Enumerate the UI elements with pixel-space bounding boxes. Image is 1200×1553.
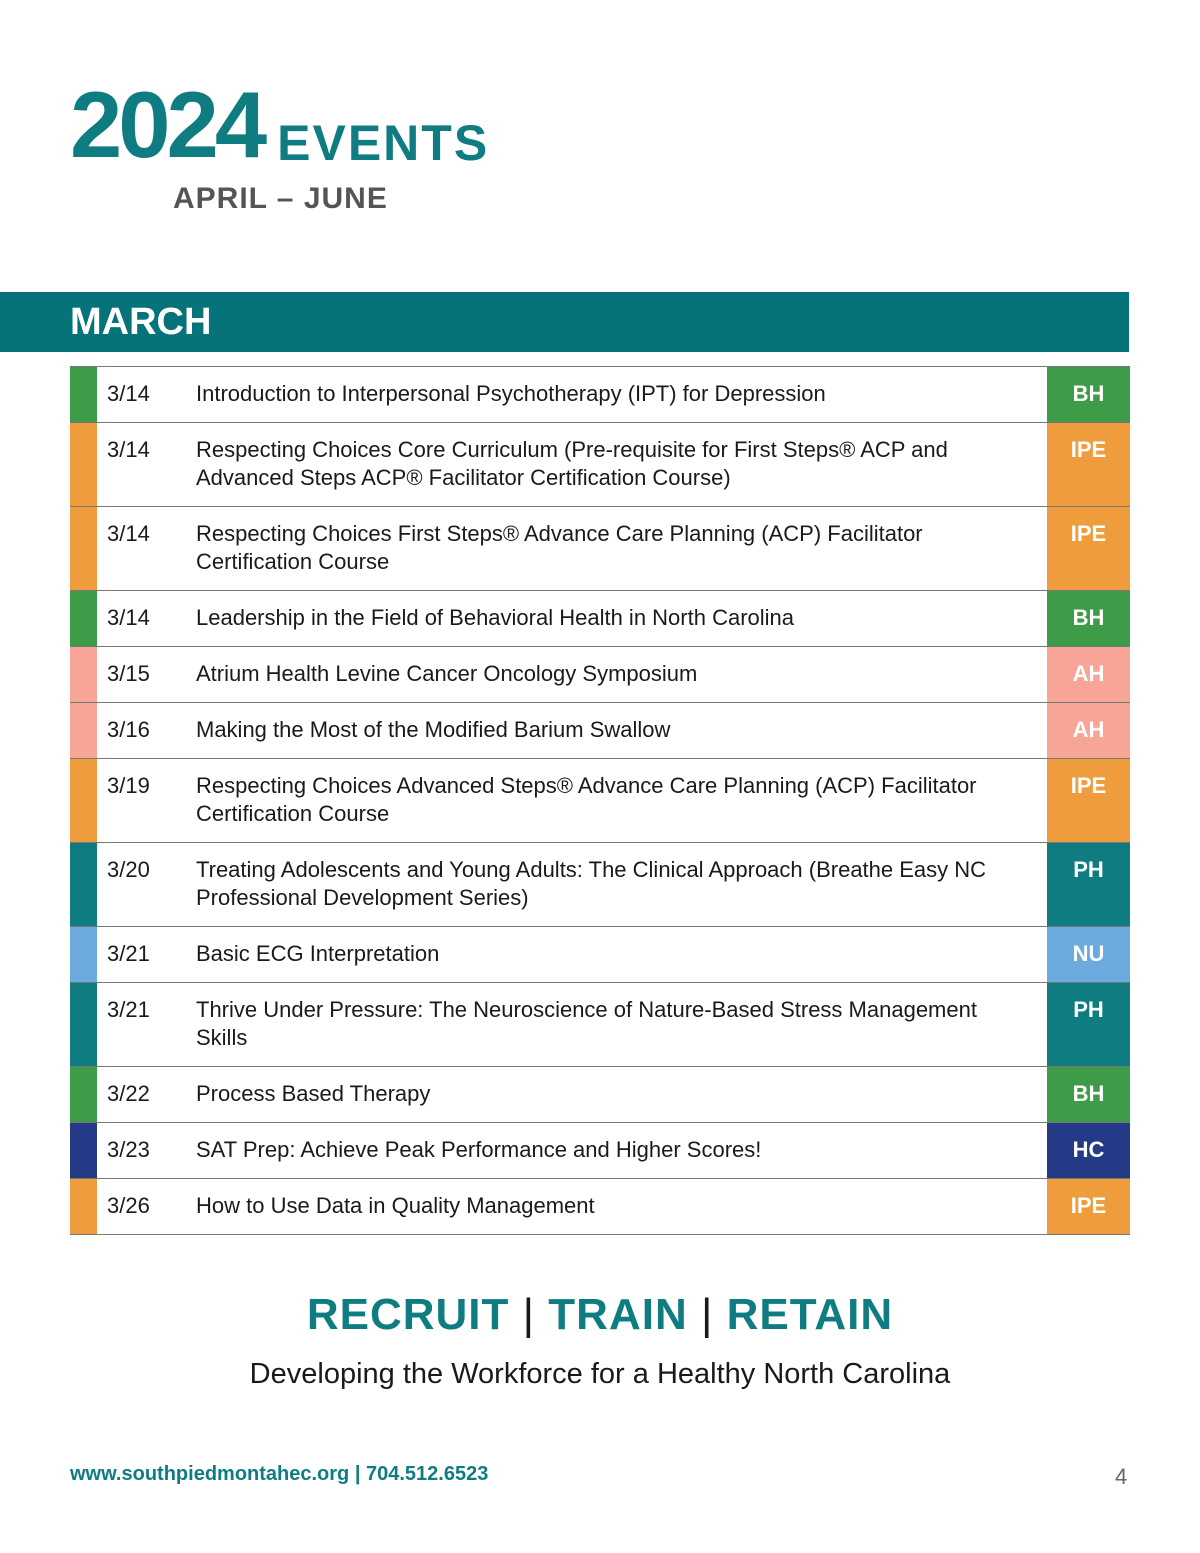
event-date: 3/14 bbox=[107, 605, 150, 630]
event-title: Treating Adolescents and Young Adults: The Clinical Approach (Breathe Easy NC Professional Development Series) bbox=[196, 857, 987, 910]
page-header bbox=[70, 72, 490, 177]
event-date: 3/14 bbox=[107, 521, 150, 546]
category-color-strip bbox=[70, 1067, 97, 1122]
category-tag: PH bbox=[1047, 843, 1130, 926]
events-table bbox=[70, 366, 1130, 1235]
category-color-strip bbox=[70, 927, 97, 982]
event-date: 3/21 bbox=[107, 941, 150, 966]
category-color-strip bbox=[70, 591, 97, 646]
category-tag: IPE bbox=[1047, 507, 1130, 590]
category-color-strip bbox=[70, 507, 97, 590]
category-tag: IPE bbox=[1047, 759, 1130, 842]
category-color-strip bbox=[70, 423, 97, 506]
event-row bbox=[70, 703, 1130, 759]
tagline-separator: | bbox=[522, 1290, 536, 1339]
category-color-strip bbox=[70, 367, 97, 422]
event-title: Respecting Choices Advanced Steps® Advance Care Planning (ACP) Facilitator Certification Course bbox=[196, 773, 977, 826]
event-row bbox=[70, 927, 1130, 983]
category-color-strip bbox=[70, 843, 97, 926]
tagline-recruit: RECRUIT bbox=[306, 1290, 510, 1339]
event-date: 3/21 bbox=[107, 997, 150, 1022]
event-row bbox=[70, 591, 1130, 647]
event-date: 3/20 bbox=[107, 857, 150, 882]
category-tag: BH bbox=[1047, 591, 1130, 646]
event-title: Making the Most of the Modified Barium Swallow bbox=[196, 717, 671, 742]
event-row bbox=[70, 1067, 1130, 1123]
event-date: 3/15 bbox=[107, 661, 150, 686]
tagline-retain: RETAIN bbox=[726, 1290, 894, 1339]
category-color-strip bbox=[70, 703, 97, 758]
date-range-subtitle: APRIL – JUNE bbox=[173, 182, 388, 215]
event-title: Process Based Therapy bbox=[196, 1081, 431, 1106]
event-date: 3/19 bbox=[107, 773, 150, 798]
category-color-strip bbox=[70, 1123, 97, 1178]
tagline-separator: | bbox=[700, 1290, 714, 1339]
category-tag: AH bbox=[1047, 647, 1130, 702]
event-date: 3/14 bbox=[107, 381, 150, 406]
event-date: 3/26 bbox=[107, 1193, 150, 1218]
year-heading: 2024 bbox=[70, 72, 264, 177]
event-title: Basic ECG Interpretation bbox=[196, 941, 440, 966]
event-title: How to Use Data in Quality Management bbox=[196, 1193, 595, 1218]
category-color-strip bbox=[70, 759, 97, 842]
tagline-train: TRAIN bbox=[548, 1290, 688, 1339]
month-banner bbox=[0, 292, 1129, 352]
category-color-strip bbox=[70, 647, 97, 702]
event-row bbox=[70, 423, 1130, 507]
event-row bbox=[70, 1179, 1130, 1235]
event-title: Respecting Choices Core Curriculum (Pre-requisite for First Steps® ACP and Advanced Steps ACP® Facilitator Certification Course) bbox=[196, 437, 948, 490]
event-row bbox=[70, 367, 1130, 423]
event-row bbox=[70, 647, 1130, 703]
page-number: 4 bbox=[1115, 1464, 1128, 1489]
category-color-strip bbox=[70, 1179, 97, 1234]
category-tag: PH bbox=[1047, 983, 1130, 1066]
category-color-strip bbox=[70, 983, 97, 1066]
event-title: Atrium Health Levine Cancer Oncology Symposium bbox=[196, 661, 698, 686]
event-title: Leadership in the Field of Behavioral Health in North Carolina bbox=[196, 605, 795, 630]
event-row bbox=[70, 983, 1130, 1067]
event-date: 3/16 bbox=[107, 717, 150, 742]
event-row bbox=[70, 759, 1130, 843]
event-title: Introduction to Interpersonal Psychotherapy (IPT) for Depression bbox=[196, 381, 826, 406]
category-tag: BH bbox=[1047, 367, 1130, 422]
category-tag: AH bbox=[1047, 703, 1130, 758]
category-tag: HC bbox=[1047, 1123, 1130, 1178]
event-date: 3/22 bbox=[107, 1081, 150, 1106]
event-title: Respecting Choices First Steps® Advance Care Planning (ACP) Facilitator Certification Course bbox=[196, 521, 923, 574]
category-tag: BH bbox=[1047, 1067, 1130, 1122]
category-tag: NU bbox=[1047, 927, 1130, 982]
footer-contact-link[interactable]: www.southpiedmontahec.org | 704.512.6523 bbox=[70, 1463, 489, 1485]
event-date: 3/14 bbox=[107, 437, 150, 462]
events-heading: EVENTS bbox=[277, 115, 490, 171]
event-row bbox=[70, 1123, 1130, 1179]
mission-statement: Developing the Workforce for a Healthy North Carolina bbox=[249, 1358, 951, 1390]
category-tag: IPE bbox=[1047, 1179, 1130, 1234]
event-row bbox=[70, 507, 1130, 591]
month-label: MARCH bbox=[70, 301, 212, 343]
event-date: 3/23 bbox=[107, 1137, 150, 1162]
tagline bbox=[0, 1290, 1200, 1340]
event-row bbox=[70, 843, 1130, 927]
event-title: SAT Prep: Achieve Peak Performance and Higher Scores! bbox=[196, 1137, 762, 1162]
event-title: Thrive Under Pressure: The Neuroscience of Nature-Based Stress Management Skills bbox=[196, 997, 977, 1050]
category-tag: IPE bbox=[1047, 423, 1130, 506]
